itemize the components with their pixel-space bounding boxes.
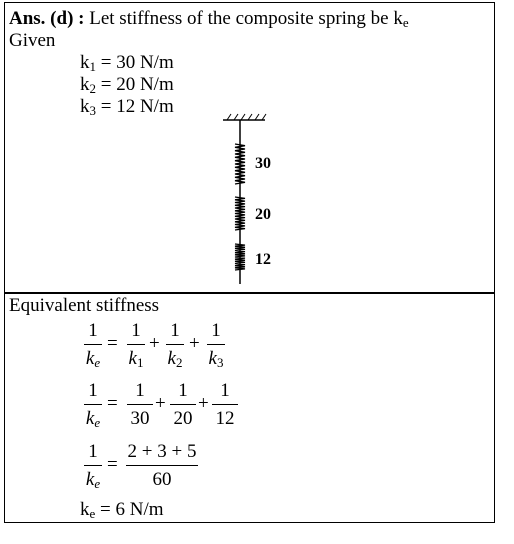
frac-1-over-ke: 1 $k_e$ bbox=[85, 441, 101, 491]
k2-line: $k_2 = 20$ N/m bbox=[80, 74, 174, 96]
equals-sign: = bbox=[107, 454, 118, 475]
frac-1-over-k2: 1 $k_2$ bbox=[167, 320, 183, 370]
given-label: Given bbox=[9, 30, 56, 51]
spring-label-20: 20 bbox=[255, 206, 271, 223]
frac-1-over-30: 1 30 bbox=[127, 381, 153, 428]
plus-sign: + bbox=[198, 393, 209, 414]
frac-1-over-20: 1 20 bbox=[170, 381, 196, 428]
frac-1-over-ke: 1 $k_e$ bbox=[85, 320, 101, 370]
answer-text: Let stiffness of the composite spring be k bbox=[84, 8, 403, 29]
frac-sum-over-60: 2 + 3 + 5 60 bbox=[127, 441, 197, 490]
equals-sign: = bbox=[107, 393, 118, 414]
plus-sign: + bbox=[189, 333, 200, 354]
answer-label: Ans. (d) : bbox=[9, 8, 85, 29]
frac-1-over-k1: 1 $k_1$ bbox=[128, 320, 144, 370]
spring-label-12: 12 bbox=[255, 251, 271, 268]
frac-1-over-ke: 1 $k_e$ bbox=[85, 380, 101, 430]
k1-line: $k_1 = 30$ N/m bbox=[80, 52, 174, 74]
plus-sign: + bbox=[149, 333, 160, 354]
ceiling-support bbox=[223, 114, 266, 120]
result-line: $k_e = 6$ N/m bbox=[80, 499, 164, 521]
frac-1-over-12: 1 12 bbox=[212, 381, 238, 428]
answer-subscript: e bbox=[402, 15, 409, 30]
equals-sign: = bbox=[107, 333, 118, 354]
spring-label-30: 30 bbox=[255, 155, 271, 172]
equivalent-title: Equivalent stiffness bbox=[9, 295, 160, 316]
k3-line: $k_3 = 12$ N/m bbox=[80, 96, 174, 118]
frac-1-over-k3: 1 $k_3$ bbox=[208, 320, 224, 370]
answer-line bbox=[9, 9, 409, 29]
spring-coil-3 bbox=[235, 244, 245, 270]
plus-sign: + bbox=[155, 393, 166, 414]
table-divider bbox=[5, 292, 494, 294]
